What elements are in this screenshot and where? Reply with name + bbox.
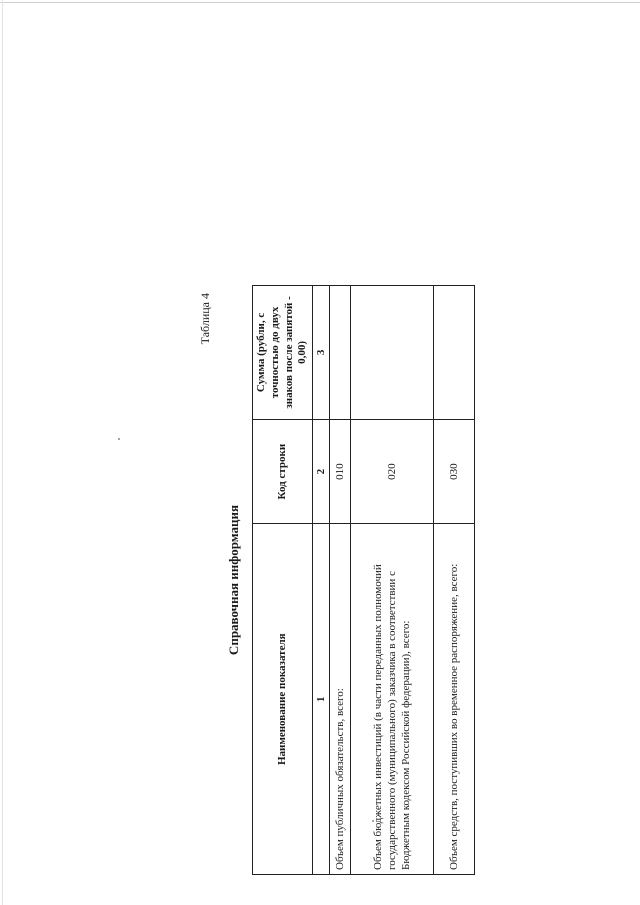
- row-sum: [351, 286, 434, 420]
- row-name: Объем публичных обязательств, всего:: [330, 524, 351, 875]
- header-sum: Сумма (рубли, с точностью до двух знаков после запятой - 0,00): [253, 286, 313, 420]
- reference-info-table: [252, 285, 475, 875]
- row-name: Объем бюджетных инвестиций (в части переданных полномочий государственного (муниципального) заказчика в соответствии с Бюджетным кодексом Российской федерации), всего:: [351, 524, 434, 875]
- header-code: Код строки: [253, 419, 313, 524]
- column-number: 2: [313, 419, 330, 524]
- scan-edge-top: [0, 2, 640, 3]
- table-number-label: Таблица 4: [198, 293, 212, 345]
- rotated-page: [190, 285, 460, 875]
- column-number-row: [313, 286, 330, 875]
- row-sum: [330, 286, 351, 420]
- scan-speck: [118, 438, 120, 440]
- row-sum: [434, 286, 475, 420]
- document-title: Справочная информация: [226, 504, 241, 656]
- column-number: 1: [313, 524, 330, 875]
- table-row: [351, 286, 434, 875]
- row-code: 020: [351, 419, 434, 524]
- scan-edge-left: [2, 0, 3, 905]
- row-code: 030: [434, 419, 475, 524]
- header-name: Наименование показателя: [253, 524, 313, 875]
- table-row: [330, 286, 351, 875]
- row-name: Объем средств, поступивших во временное распоряжение, всего:: [434, 524, 475, 875]
- row-code: 010: [330, 419, 351, 524]
- header-row: [253, 286, 313, 875]
- table-row: [434, 286, 475, 875]
- column-number: 3: [313, 286, 330, 420]
